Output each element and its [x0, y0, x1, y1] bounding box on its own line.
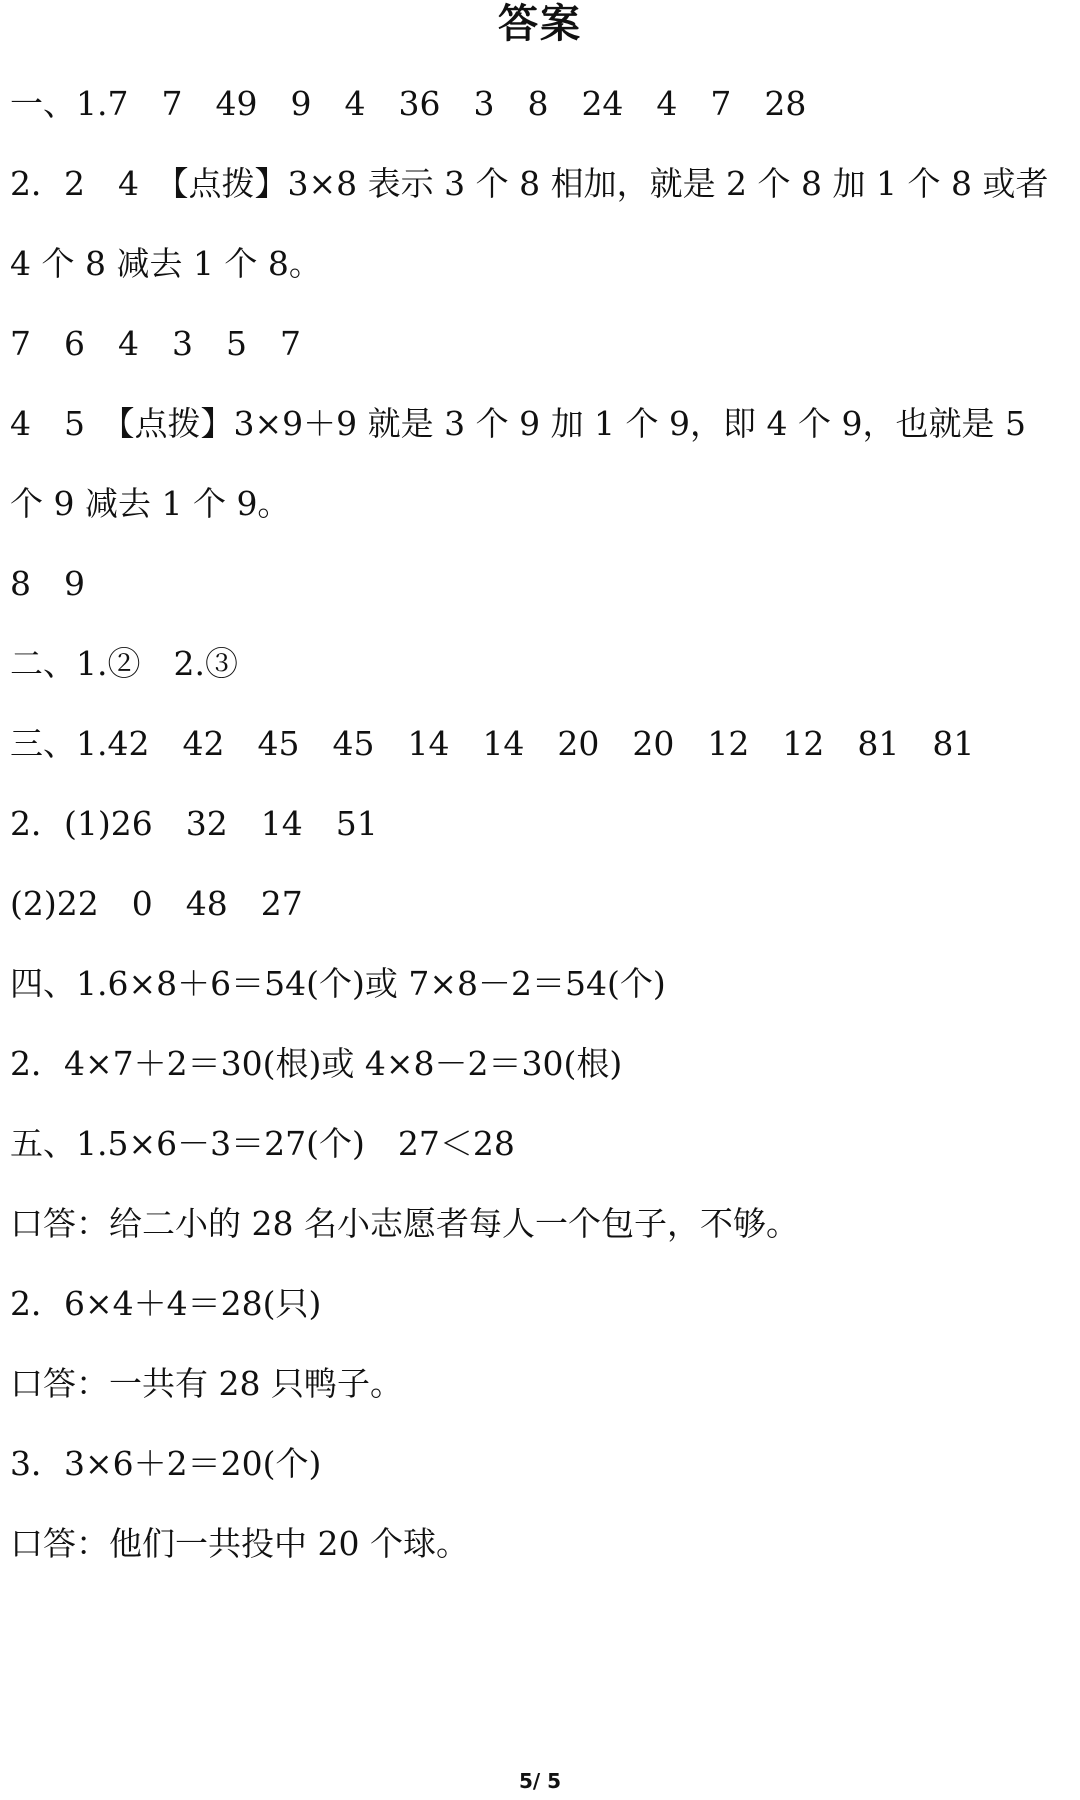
answer-line: 2．2 4 【点拨】3×8 表示 3 个 8 相加，就是 2 个 8 加 1 个 8 或者 — [10, 164, 1049, 203]
answer-line: 2．(1)26 32 14 51 — [10, 804, 378, 843]
answer-line: 四、1.6×8＋6＝54(个)或 7×8－2＝54(个) — [10, 964, 666, 1003]
page-title: 答案 — [498, 1, 582, 47]
answer-line: 7 6 4 3 5 7 — [10, 324, 301, 363]
page-number: 5/ 5 — [518, 1769, 562, 1793]
answer-line: 4 个 8 减去 1 个 8。 — [10, 244, 322, 283]
answer-line: 2．6×4＋4＝28(只) — [10, 1284, 322, 1323]
answer-line: 3．3×6＋2＝20(个) — [10, 1444, 322, 1483]
answer-list — [10, 82, 1070, 1602]
answer-line: 口答：一共有 28 只鸭子。 — [10, 1364, 403, 1403]
answer-line: 五、1.5×6－3＝27(个) 27＜28 — [10, 1124, 515, 1163]
answer-line: 一、1.7 7 49 9 4 36 3 8 24 4 7 28 — [10, 84, 807, 123]
answer-line: 口答：给二小的 28 名小志愿者每人一个包子，不够。 — [10, 1204, 799, 1243]
answer-line: 二、1.② 2.③ — [10, 644, 238, 683]
answer-line: 三、1.42 42 45 45 14 14 20 20 12 12 81 81 — [10, 724, 975, 763]
answer-line: 8 9 — [10, 564, 85, 603]
answer-line: (2)22 0 48 27 — [10, 884, 303, 923]
answer-line: 4 5 【点拨】3×9＋9 就是 3 个 9 加 1 个 9，即 4 个 9，也就是 5 — [10, 404, 1026, 443]
answer-line: 2．4×7＋2＝30(根)或 4×8－2＝30(根) — [10, 1044, 623, 1083]
answer-line: 个 9 减去 1 个 9。 — [10, 484, 291, 523]
answer-line: 口答：他们一共投中 20 个球。 — [10, 1524, 469, 1563]
